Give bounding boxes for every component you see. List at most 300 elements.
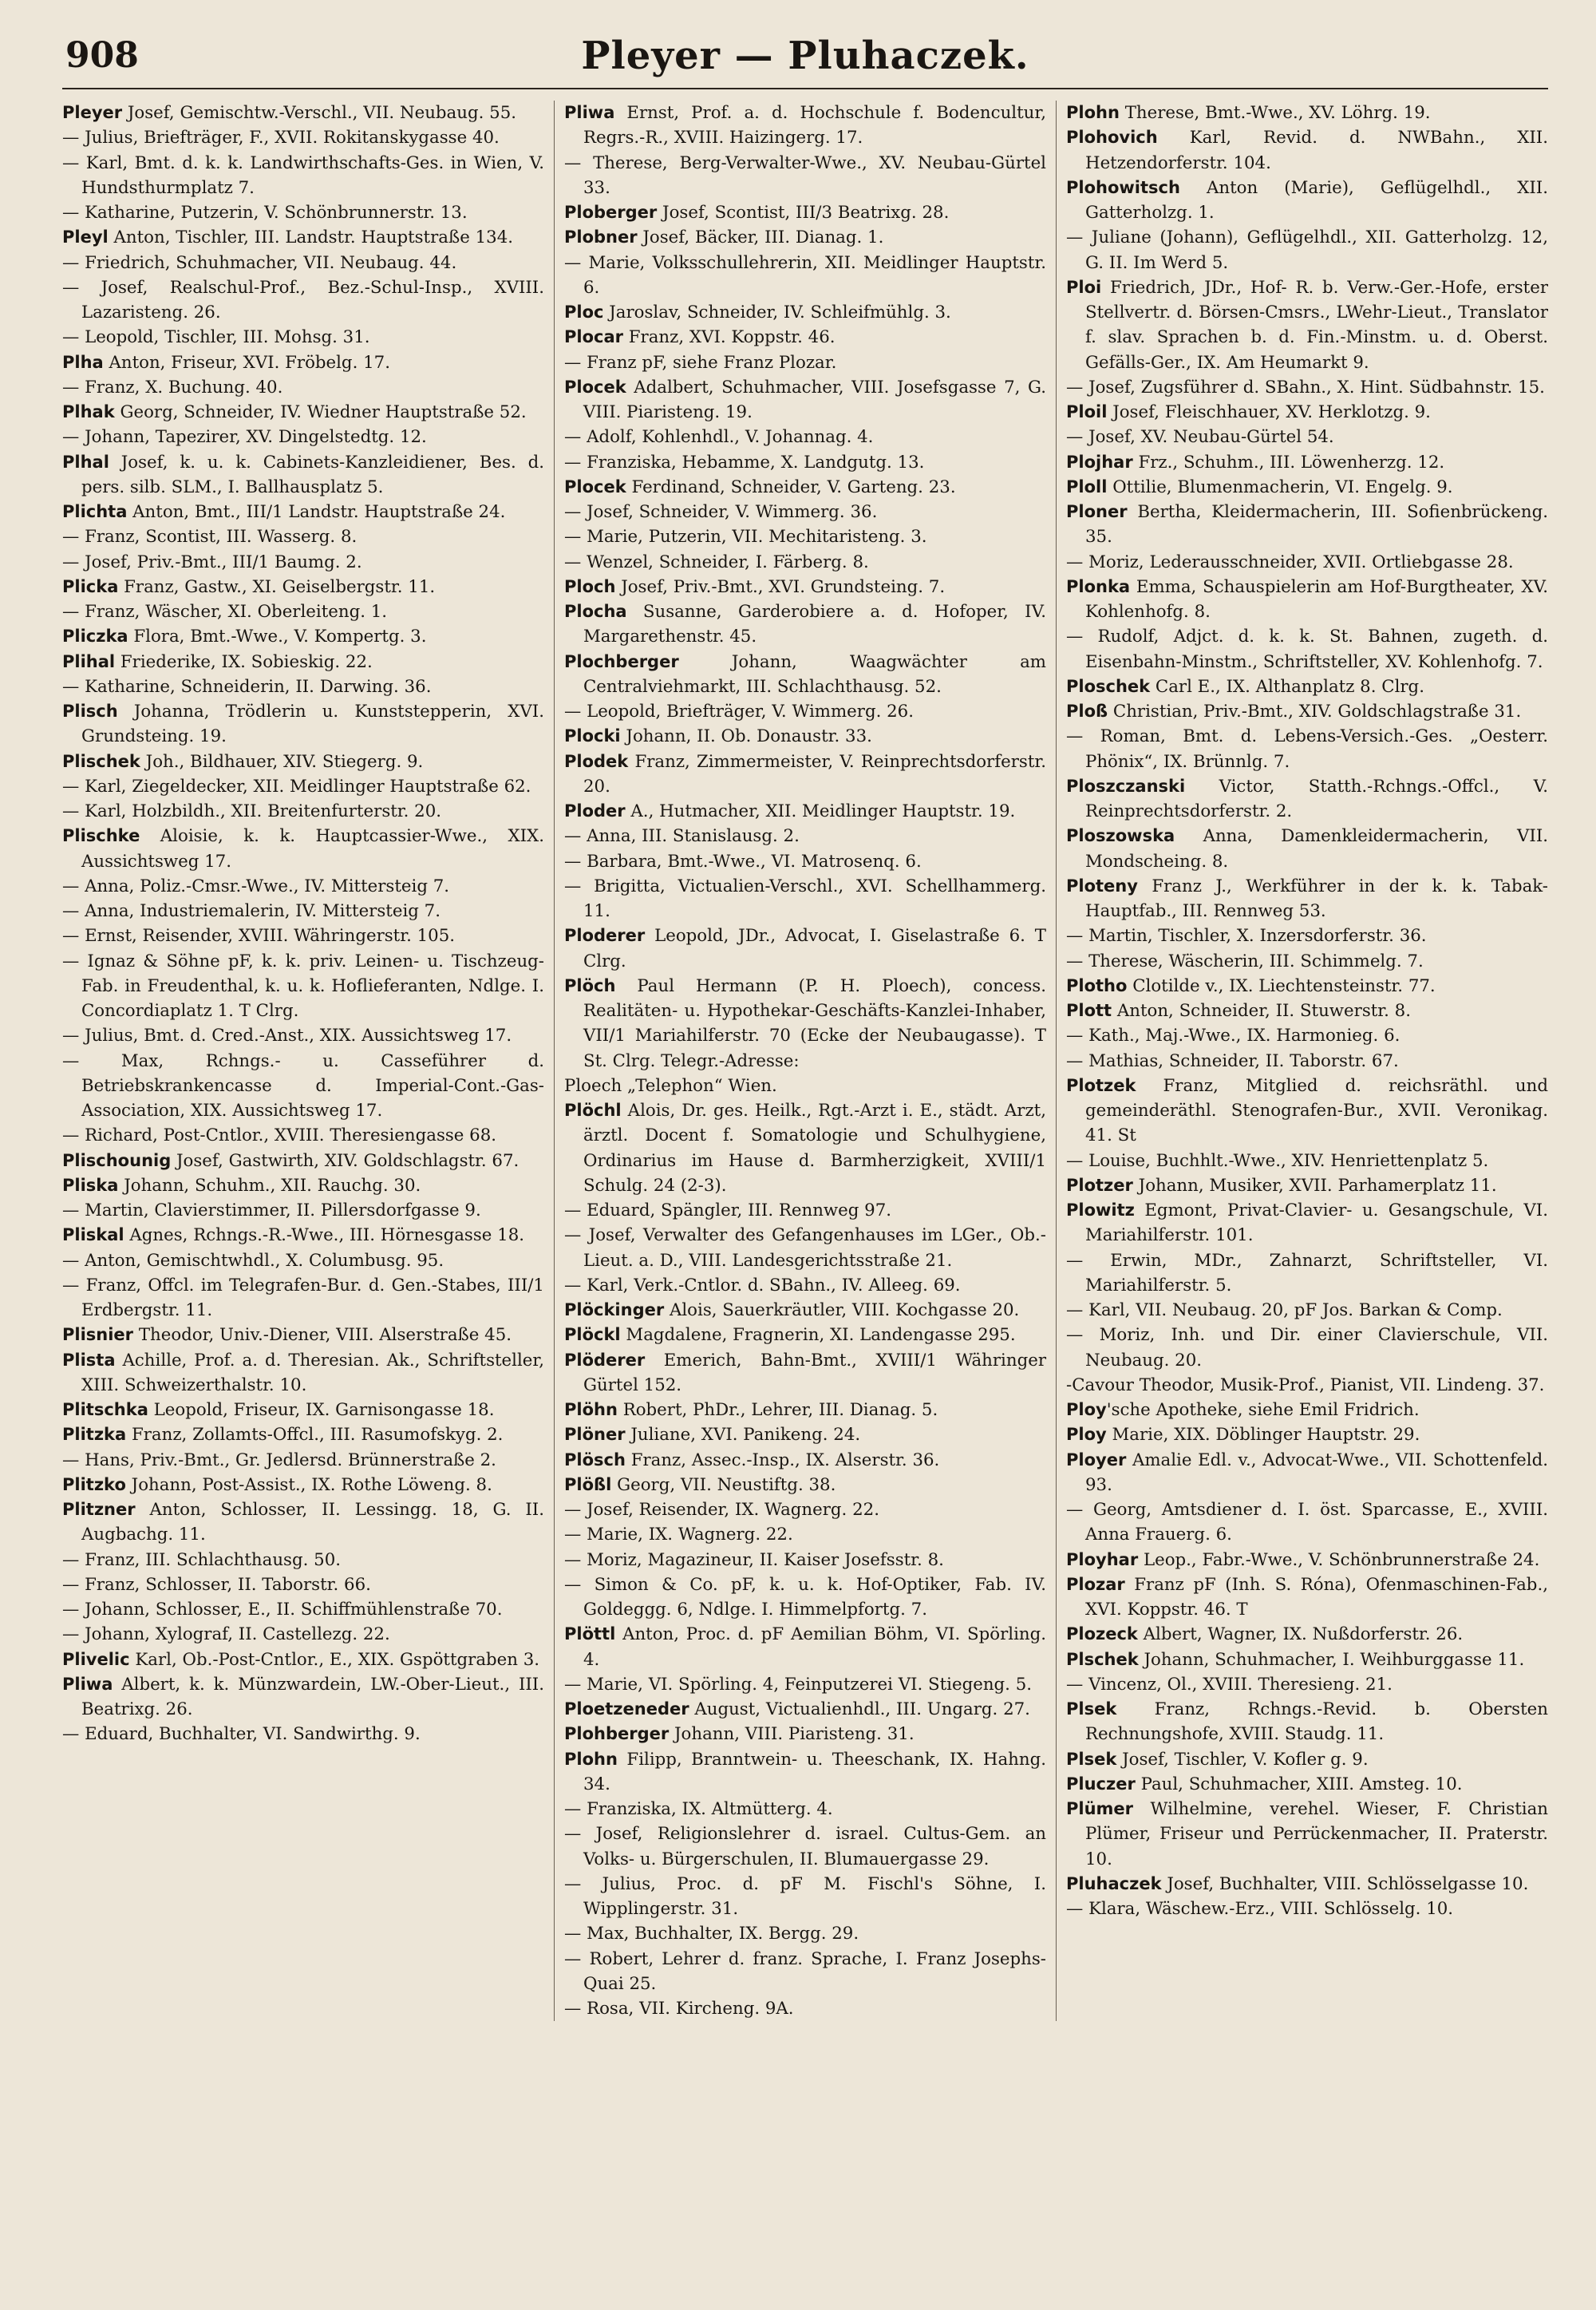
entry-surname: Plotzek <box>1066 1075 1136 1095</box>
directory-entry <box>1066 425 1548 449</box>
directory-entry <box>564 1473 1046 1497</box>
directory-entry <box>62 1548 544 1572</box>
entry-text: — Anna, Poliz.-Cmsr.-Wwe., IV. Mittersteig 7. <box>62 876 450 896</box>
directory-entry <box>62 599 544 624</box>
directory-entry <box>564 1548 1046 1572</box>
directory-entry <box>62 1448 544 1473</box>
directory-entry <box>564 1522 1046 1547</box>
directory-entry <box>62 1198 544 1223</box>
directory-entry <box>62 1123 544 1148</box>
entry-text: Johann, Musiker, XVII. Parhamerplatz 11. <box>1132 1175 1497 1196</box>
directory-entry <box>1066 1897 1548 1921</box>
entry-surname: Plsek <box>1066 1699 1117 1719</box>
page-number: 908 <box>65 35 139 76</box>
directory-entry <box>564 1872 1046 1922</box>
entry-surname: Plodek <box>564 751 629 771</box>
directory-entry <box>62 799 544 824</box>
column-2 <box>554 101 1056 2021</box>
entry-text: — Katharine, Putzerin, V. Schönbrunnerstr. 13. <box>62 203 468 223</box>
entry-text: — Moriz, Lederausschneider, XVII. Ortliebgasse 28. <box>1066 552 1514 572</box>
directory-entry <box>564 300 1046 325</box>
entry-text: — Franziska, IX. Altmütterg. 4. <box>564 1799 833 1819</box>
entry-text: — Barbara, Bmt.-Wwe., VI. Matrosenq. 6. <box>564 851 922 872</box>
directory-entry <box>564 325 1046 350</box>
entry-text: — Johann, Tapezirer, XV. Dingelstedtg. 12. <box>62 427 427 448</box>
entry-surname: Ploi <box>1066 277 1102 297</box>
entry-surname: Plocki <box>564 726 621 746</box>
directory-entry <box>564 1622 1046 1672</box>
entry-surname: Plößl <box>564 1474 612 1494</box>
entry-surname: Plsek <box>1066 1749 1117 1769</box>
directory-entry <box>62 624 544 649</box>
entry-text: — Josef, Priv.-Bmt., III/1 Baumg. 2. <box>62 552 362 572</box>
directory-entry <box>564 924 1046 974</box>
entry-text: — Roman, Bmt. d. Lebens-Versich.-Ges. „Oesterr. Phönix“, IX. Brünnlg. 7. <box>1066 726 1548 772</box>
entry-text: — Franz, Schlosser, II. Taborstr. 66. <box>62 1574 371 1595</box>
entry-text: — Rudolf, Adjct. d. k. k. St. Bahnen, zugeth. d. Eisenbahn-Minstm., Schriftsteller, XV. Kohlenhofg. 7. <box>1066 627 1548 672</box>
entry-text: Josef, Priv.-Bmt., XVI. Grundsteing. 7. <box>615 576 946 597</box>
directory-entry <box>62 1497 544 1548</box>
directory-entry <box>564 849 1046 874</box>
directory-entry <box>1066 1647 1548 1672</box>
directory-entry <box>62 1473 544 1497</box>
directory-entry <box>1066 674 1548 699</box>
entry-surname: Plischek <box>62 751 140 771</box>
directory-entry <box>1066 1672 1548 1697</box>
entry-text: Franz, XVI. Koppstr. 46. <box>623 327 836 348</box>
entry-surname: Plocek <box>564 477 626 496</box>
entry-text: — Max, Buchhalter, IX. Bergg. 29. <box>564 1924 859 1944</box>
entry-text: -Cavour Theodor, Musik-Prof., Pianist, VII. Lindeng. 37. <box>1066 1375 1545 1395</box>
directory-entry <box>62 824 544 874</box>
directory-entry <box>62 575 544 599</box>
entry-text: — Franz, X. Buchung. 40. <box>62 377 283 398</box>
directory-entry <box>1066 550 1548 575</box>
entry-text: Anton, Proc. d. pF Aemilian Böhm, VI. Spörling. 4. <box>583 1624 1046 1670</box>
entry-text: Josef, Fleischhauer, XV. Herklotzg. 9. <box>1107 402 1431 422</box>
entry-surname: Plischounig <box>62 1150 172 1170</box>
entry-text: Paul, Schuhmacher, XIII. Amsteg. 10. <box>1135 1774 1463 1794</box>
entry-text: — Franz, Wäscher, XI. Oberleiteng. 1. <box>62 602 388 622</box>
entry-text: Anton, Schneider, II. Stuwerstr. 8. <box>1112 1001 1412 1021</box>
directory-entry <box>564 450 1046 475</box>
entry-surname: Pliska <box>62 1175 119 1195</box>
column-3 <box>1056 101 1548 2021</box>
directory-entry <box>1066 475 1548 500</box>
entry-surname: Ploil <box>1066 402 1108 421</box>
entry-surname: Plojhar <box>1066 452 1133 472</box>
directory-entry <box>564 425 1046 449</box>
entry-text: Karl, Ob.-Post-Cntlor., E., XIX. Gspöttgraben 3. <box>129 1649 540 1670</box>
entry-surname: Plöderer <box>564 1350 646 1370</box>
directory-entry <box>1066 1622 1548 1647</box>
directory-entry <box>62 699 544 750</box>
entry-text: Alois, Sauerkräutler, VIII. Kochgasse 20. <box>664 1300 1020 1320</box>
column-1 <box>62 101 554 2021</box>
entry-text: — Anna, III. Stanislausg. 2. <box>564 826 800 847</box>
directory-entry <box>564 1448 1046 1473</box>
entry-text: Anton, Tischler, III. Landstr. Hauptstraße 134. <box>108 227 514 248</box>
entry-surname: Ploß <box>1066 702 1108 721</box>
page-title: Pleyer — Pluhaczek. <box>581 34 1029 78</box>
directory-entry <box>564 1348 1046 1398</box>
directory-entry <box>564 550 1046 575</box>
directory-entry <box>564 475 1046 500</box>
directory-entry <box>564 650 1046 700</box>
entry-text: Victor, Statth.-Rchngs.-Offcl., V. Reinprechtsdorferstr. 2. <box>1085 776 1548 821</box>
entry-surname: Ploschek <box>1066 676 1151 696</box>
entry-surname: Plochberger <box>564 651 679 671</box>
directory-entry <box>62 1722 544 1746</box>
entry-text: — Eduard, Spängler, III. Rennweg 97. <box>564 1200 892 1220</box>
directory-entry <box>62 500 544 524</box>
directory-entry <box>62 1173 544 1198</box>
directory-entry <box>62 350 544 375</box>
directory-entry <box>564 1722 1046 1746</box>
directory-entry <box>1066 225 1548 275</box>
directory-entry <box>62 375 544 400</box>
entry-text: — Josef, Zugsführer d. SBahn., X. Hint. Südbahnstr. 15. <box>1066 377 1545 398</box>
directory-entry <box>62 1622 544 1647</box>
entry-text: Josef, Tischler, V. Kofler g. 9. <box>1116 1749 1369 1770</box>
entry-text: — Karl, VII. Neubaug. 20, pF Jos. Barkan & Comp. <box>1066 1300 1503 1320</box>
directory-entry <box>1066 924 1548 948</box>
entry-surname: Ploszczanski <box>1066 776 1186 796</box>
directory-entry <box>1066 1697 1548 1747</box>
entry-surname: Plocha <box>564 602 627 621</box>
entry-surname: Ploy <box>1066 1425 1107 1445</box>
entry-surname: Plohn <box>564 1749 618 1769</box>
entry-text: Josef, Scontist, III/3 Beatrixg. 28. <box>657 203 950 223</box>
entry-text: Leop., Fabr.-Wwe., V. Schönbrunnerstraße 24. <box>1138 1549 1540 1570</box>
entry-surname: Pliwa <box>564 103 615 122</box>
entry-text: — Anna, Industriemalerin, IV. Mittersteig 7. <box>62 901 440 921</box>
directory-entry <box>62 899 544 924</box>
entry-text: Clotilde v., IX. Liechtensteinstr. 77. <box>1127 975 1436 996</box>
directory-entry <box>1066 624 1548 674</box>
entry-text: — Anton, Gemischtwhdl., X. Columbusg. 95. <box>62 1250 444 1271</box>
entry-surname: Plöttl <box>564 1624 616 1644</box>
entry-text: — Franz pF, siehe Franz Plozar. <box>564 352 837 373</box>
entry-text: Franz, Zollamts-Offcl., III. Rasumofskyg. 2. <box>126 1425 504 1446</box>
directory-entry <box>564 1273 1046 1298</box>
entry-text: Franz pF (Inh. S. Róna), Ofenmaschinen-Fab., XVI. Koppstr. 46. T <box>1085 1574 1548 1620</box>
entry-text: Emerich, Bahn-Bmt., XVIII/1 Währinger Gürtel 152. <box>583 1350 1046 1395</box>
entry-text: Flora, Bmt.-Wwe., V. Kompertg. 3. <box>128 627 427 647</box>
entry-text: Karl, Revid. d. NWBahn., XII. Hetzendorferstr. 104. <box>1085 128 1548 173</box>
entry-text: — Eduard, Buchhalter, VI. Sandwirthg. 9. <box>62 1724 421 1745</box>
directory-entry <box>564 575 1046 599</box>
entry-text: Emma, Schauspielerin am Hof-Burgtheater, XV. Kohlenhofg. 8. <box>1085 576 1548 622</box>
entry-surname: Pliskal <box>62 1225 124 1245</box>
directory-entry <box>1066 176 1548 226</box>
directory-entry <box>564 974 1046 1074</box>
directory-entry <box>564 799 1046 824</box>
entry-surname: Plowitz <box>1066 1200 1135 1220</box>
entry-text: — Mathias, Schneider, II. Taborstr. 67. <box>1066 1050 1399 1071</box>
directory-entry <box>1066 375 1548 400</box>
directory-entry <box>1066 450 1548 475</box>
directory-entry <box>62 1572 544 1597</box>
entry-text: — Louise, Buchhlt.-Wwe., XIV. Henriettenplatz 5. <box>1066 1150 1489 1171</box>
directory-entry <box>564 251 1046 301</box>
entry-text: Adalbert, Schuhmacher, VIII. Josefsgasse 7, G. VIII. Piaristeng. 19. <box>583 377 1046 422</box>
directory-entry <box>564 500 1046 524</box>
entry-surname: Plonka <box>1066 576 1131 596</box>
entry-text: — Franziska, Hebamme, X. Landgutg. 13. <box>564 452 925 473</box>
entry-surname: Plöner <box>564 1425 626 1445</box>
directory-entry <box>1066 699 1548 724</box>
directory-entry <box>62 1323 544 1347</box>
directory-entry <box>564 1747 1046 1798</box>
entry-surname: Ploy <box>1066 1400 1107 1419</box>
entry-text: Georg, VII. Neustiftg. 38. <box>611 1474 836 1495</box>
entry-text: Egmont, Privat-Clavier- u. Gesangschule, VI. Mariahilferstr. 101. <box>1085 1200 1548 1246</box>
directory-entry <box>62 774 544 799</box>
directory-entry <box>564 1398 1046 1422</box>
directory-entry <box>1066 1572 1548 1623</box>
entry-surname: Plobner <box>564 227 638 247</box>
directory-entry <box>1066 774 1548 825</box>
entry-text: Paul Hermann (P. H. Ploech), concess. Realitäten- u. Hypothekar-Geschäfts-Kanzlei-Inhaber, VII/1 Mariahilferstr. 70 (Ecke der Neubaugasse). T St. Clrg. Telegr.-Adresse: <box>583 975 1046 1071</box>
entry-text: Josef, Bäcker, III. Dianag. 1. <box>637 227 884 248</box>
entry-text: — Julius, Bmt. d. Cred.-Anst., XIX. Aussichtsweg 17. <box>62 1026 512 1046</box>
entry-surname: Plöchl <box>564 1101 622 1120</box>
directory-entry <box>1066 1448 1548 1498</box>
directory-entry <box>564 350 1046 375</box>
directory-entry <box>564 1298 1046 1323</box>
entry-surname: Plitzko <box>62 1474 126 1494</box>
entry-text: — Rosa, VII. Kircheng. 9A. <box>564 1999 794 2019</box>
entry-text: August, Victualienhdl., III. Ungarg. 27. <box>689 1699 1030 1719</box>
directory-entry <box>1066 1548 1548 1572</box>
directory-entry <box>1066 1747 1548 1772</box>
entry-surname: Ploderer <box>564 926 646 946</box>
directory-entry <box>62 1273 544 1323</box>
directory-entry <box>1066 575 1548 625</box>
entry-surname: Pluhaczek <box>1066 1873 1162 1893</box>
directory-entry <box>62 101 544 125</box>
entry-text: Bertha, Kleidermacherin, III. Sofienbrückeng. 35. <box>1085 502 1548 548</box>
directory-entry <box>62 400 544 425</box>
entry-text: Josef, Gemischtw.-Verschl., VII. Neubaug. 55. <box>122 103 517 123</box>
directory-entry <box>1066 1298 1548 1323</box>
entry-text: Franz, Mitglied d. reichsräthl. und gemeinderäthl. Stenografen-Bur., XVII. Veronikag. 41. St <box>1085 1075 1548 1146</box>
directory-entry <box>62 524 544 549</box>
entry-surname: Plöch <box>564 975 616 995</box>
entry-text: Ottilie, Blumenmacherin, VI. Engelg. 9. <box>1107 477 1453 497</box>
directory-entry <box>62 1348 544 1398</box>
entry-text: 'sche Apotheke, siehe Emil Fridrich. <box>1106 1400 1420 1420</box>
entry-text: Aloisie, k. k. Hauptcassier-Wwe., XIX. Aussichtsweg 17. <box>81 826 544 872</box>
entry-text: — Julius, Briefträger, F., XVII. Rokitanskygasse 40. <box>62 128 500 148</box>
directory-entry <box>62 325 544 350</box>
entry-text: Franz J., Werkführer in der k. k. Tabak-Hauptfab., III. Rennweg 53. <box>1085 876 1548 921</box>
entry-text: — Marie, Volksschullehrerin, XII. Meidlinger Hauptstr. 6. <box>564 252 1046 298</box>
entry-surname: Ployer <box>1066 1450 1127 1469</box>
entry-text: Josef, Buchhalter, VIII. Schlösselgasse 10. <box>1161 1873 1529 1894</box>
entry-surname: Plicka <box>62 576 119 596</box>
directory-entry <box>62 1248 544 1273</box>
entry-text: — Ernst, Reisender, XVIII. Währingerstr. 105. <box>62 926 456 947</box>
entry-text: — Kath., Maj.-Wwe., IX. Harmonieg. 6. <box>1066 1026 1400 1046</box>
entry-surname: Ploll <box>1066 477 1108 496</box>
directory-entry <box>1066 1872 1548 1897</box>
directory-entry <box>564 1921 1046 1946</box>
entry-surname: Ploszowska <box>1066 826 1175 846</box>
directory-entry <box>1066 1074 1548 1149</box>
directory-entry <box>564 1198 1046 1223</box>
entry-surname: Plischke <box>62 826 140 846</box>
entry-text: Johanna, Trödlerin u. Kunststepperin, XVI. Grundsteing. 19. <box>81 702 544 747</box>
entry-surname: Plohn <box>1066 103 1120 122</box>
entry-text: Johann, Waagwächter am Centralviehmarkt, III. Schlachthausg. 52. <box>583 651 1046 697</box>
directory-entry <box>62 450 544 500</box>
page-header <box>62 27 1548 89</box>
entry-surname: Ploetzeneder <box>564 1699 689 1719</box>
entry-surname: Plisch <box>62 702 118 721</box>
directory-entry <box>564 200 1046 225</box>
directory-entry <box>564 1098 1046 1198</box>
entry-surname: Plohberger <box>564 1724 670 1744</box>
entry-text: — Wenzel, Schneider, I. Färberg. 8. <box>564 552 869 572</box>
entry-surname: Plha <box>62 352 104 372</box>
entry-text: — Max, Rchngs.- u. Casseführer d. Betriebskrankencasse d. Imperial-Cont.-Gas-Association, XIX. Aussichtsweg 17. <box>62 1050 544 1121</box>
entry-text: — Simon & Co. pF, k. u. k. Hof-Optiker, Fab. IV. Goldeggg. 6, Ndlge. I. Himmelpfortg. 7. <box>564 1574 1046 1620</box>
entry-text: Friedrich, JDr., Hof- R. b. Verw.-Ger.-Hofe, erster Stellvertr. d. Börsen-Cmsrs., LWehr-Lieut., Translator f. slav. Sprachen b. d. Fin.-Minstm. u. d. Oberst. Gefälls-Ger., IX. Am Heumarkt 9. <box>1085 277 1548 373</box>
directory-entry <box>564 1422 1046 1447</box>
entry-text: — Georg, Amtsdiener d. I. öst. Sparcasse, E., XVIII. Anna Frauerg. 6. <box>1066 1500 1548 1545</box>
entry-text: — Robert, Lehrer d. franz. Sprache, I. Franz Josephs-Quai 25. <box>564 1948 1046 1994</box>
entry-surname: Plitschka <box>62 1400 148 1419</box>
entry-text: Carl E., IX. Althanplatz 8. Clrg. <box>1150 676 1424 697</box>
entry-text: — Leopold, Tischler, III. Mohsg. 31. <box>62 327 370 348</box>
directory-entry <box>62 425 544 449</box>
entry-text: Leopold, Friseur, IX. Garnisongasse 18. <box>148 1400 495 1420</box>
entry-surname: Ploc <box>564 303 604 322</box>
entry-text: Wilhelmine, verehel. Wieser, F. Christian Plümer, Friseur und Perrückenmacher, II. Praterstr. 10. <box>1085 1799 1548 1869</box>
directory-entry <box>564 1821 1046 1872</box>
directory-entry <box>62 1672 544 1723</box>
entry-surname: Plozar <box>1066 1574 1125 1594</box>
directory-entry <box>564 874 1046 924</box>
entry-surname: Plocek <box>564 377 626 397</box>
entry-text: — Juliane (Johann), Geflügelhdl., XII. Gatterholzg. 12, G. II. Im Werd 5. <box>1066 227 1548 273</box>
directory-entry <box>564 750 1046 800</box>
entry-text: Albert, Wagner, IX. Nußdorferstr. 26. <box>1137 1624 1464 1645</box>
directory-entry <box>564 699 1046 724</box>
entry-text: Johann, VIII. Piaristeng. 31. <box>669 1724 915 1745</box>
entry-surname: Pliczka <box>62 627 128 647</box>
entry-text: Juliane, XVI. Panikeng. 24. <box>625 1425 861 1446</box>
directory-entry <box>62 1149 544 1173</box>
entry-text: — Friedrich, Schuhmacher, VII. Neubaug. 44. <box>62 252 457 273</box>
entry-text: — Josef, Religionslehrer d. israel. Cultus-Gem. an Volks- u. Bürgerschulen, II. Blumauergasse 29. <box>564 1824 1046 1869</box>
entry-text: Johann, II. Ob. Donaustr. 33. <box>620 726 872 747</box>
directory-entry <box>62 949 544 1024</box>
entry-text: A., Hutmacher, XII. Meidlinger Hauptstr. 19. <box>625 801 1016 821</box>
entry-text: — Franz, III. Schlachthausg. 50. <box>62 1549 342 1570</box>
directory-entry <box>1066 1149 1548 1173</box>
entry-surname: Plümer <box>1066 1799 1134 1818</box>
entry-text: — Josef, Realschul-Prof., Bez.-Schul-Insp., XVIII. Lazaristeng. 26. <box>62 277 544 322</box>
entry-surname: Plotzer <box>1066 1175 1133 1195</box>
entry-text: Anton, Bmt., III/1 Landstr. Hauptstraße 24. <box>127 502 506 522</box>
entry-surname: Plitzka <box>62 1425 127 1445</box>
entry-surname: Plöckl <box>564 1325 621 1345</box>
directory-entry <box>1066 1173 1548 1198</box>
directory-entry <box>564 375 1046 425</box>
entry-text: — Moriz, Inh. und Dir. einer Clavierschule, VII. Neubaug. 20. <box>1066 1325 1548 1371</box>
directory-entry <box>1066 874 1548 924</box>
entry-text: Josef, Gastwirth, XIV. Goldschlagstr. 67. <box>171 1150 519 1171</box>
directory-entry <box>62 125 544 150</box>
directory-entry <box>62 1597 544 1622</box>
entry-text: — Katharine, Schneiderin, II. Darwing. 36. <box>62 676 432 697</box>
directory-entry <box>62 1223 544 1248</box>
entry-text: Johann, Schuhm., XII. Rauchg. 30. <box>118 1175 421 1196</box>
entry-surname: Ploteny <box>1066 876 1138 896</box>
entry-text: Franz, Gastw., XI. Geiselbergstr. 11. <box>118 576 436 597</box>
entry-surname: Pliwa <box>62 1674 113 1694</box>
entry-surname: Plihal <box>62 651 116 671</box>
entry-text: Filipp, Branntwein- u. Theeschank, IX. Hahng. 34. <box>583 1749 1046 1794</box>
directory-entry <box>564 599 1046 650</box>
entry-text: Anton, Schlosser, II. Lessingg. 18, G. II. Augbachg. 11. <box>81 1500 544 1545</box>
entry-surname: Plista <box>62 1350 116 1370</box>
entry-text: — Marie, Putzerin, VII. Mechitaristeng. 3. <box>564 527 927 548</box>
directory-entry <box>1066 275 1548 375</box>
entry-text: Friederike, IX. Sobieskig. 22. <box>115 651 373 672</box>
entry-text: — Johann, Schlosser, E., II. Schiffmühlenstraße 70. <box>62 1600 503 1620</box>
entry-surname: Ploch <box>564 576 616 596</box>
entry-text: Johann, Schuhmacher, I. Weihburggasse 11. <box>1138 1649 1525 1670</box>
entry-text: — Klara, Wäschew.-Erz., VIII. Schlösselg. 10. <box>1066 1899 1454 1919</box>
entry-text: Ferdinand, Schneider, V. Garteng. 23. <box>626 477 956 497</box>
entry-text: Marie, XIX. Döblinger Hauptstr. 29. <box>1106 1425 1420 1446</box>
directory-entry <box>62 1023 544 1048</box>
entry-text: — Hans, Priv.-Bmt., Gr. Jedlersd. Brünnerstraße 2. <box>62 1450 496 1470</box>
directory-entry <box>1066 1422 1548 1447</box>
directory-entry <box>62 1398 544 1422</box>
entry-text: — Therese, Wäscherin, III. Schimmelg. 7. <box>1066 951 1424 971</box>
entry-text: — Karl, Bmt. d. k. k. Landwirthschafts-Ges. in Wien, V. Hundsthurmplatz 7. <box>62 152 544 198</box>
directory-entry <box>1066 1797 1548 1872</box>
entry-surname: Plichta <box>62 502 128 521</box>
directory-entry <box>564 524 1046 549</box>
entry-text: Christian, Priv.-Bmt., XIV. Goldschlagstraße 31. <box>1108 702 1522 722</box>
entry-text: Ploech „Telephon“ Wien. <box>564 1075 777 1096</box>
directory-entry <box>1066 400 1548 425</box>
entry-text: — Vincenz, Ol., XVIII. Theresieng. 21. <box>1066 1674 1393 1695</box>
entry-text: — Karl, Ziegeldecker, XII. Meidlinger Hauptstraße 62. <box>62 776 531 797</box>
directory-entry <box>1066 724 1548 774</box>
directory-entry <box>62 151 544 201</box>
entry-text: Theodor, Univ.-Diener, VIII. Alserstraße 45. <box>133 1325 512 1346</box>
entry-surname: Ployhar <box>1066 1549 1139 1569</box>
entry-text: Franz, Rchngs.-Revid. b. Obersten Rechnungshofe, XVIII. Staudg. 11. <box>1085 1699 1548 1745</box>
entry-surname: Plohowitsch <box>1066 177 1180 197</box>
entry-text: — Marie, IX. Wagnerg. 22. <box>564 1525 793 1545</box>
entry-text: Johann, Post-Assist., IX. Rothe Löweng. 8. <box>125 1474 492 1495</box>
entry-text: — Josef, XV. Neubau-Gürtel 54. <box>1066 427 1334 448</box>
directory-entry <box>1066 999 1548 1023</box>
entry-text: — Karl, Holzbildh., XII. Breitenfurterstr. 20. <box>62 801 442 821</box>
entry-text: Georg, Schneider, IV. Wiedner Hauptstraße 52. <box>114 402 527 422</box>
entry-text: — Karl, Verk.-Cntlor. d. SBahn., IV. Alleeg. 69. <box>564 1275 961 1295</box>
directory-entry <box>62 200 544 225</box>
directory-entry <box>1066 1323 1548 1373</box>
